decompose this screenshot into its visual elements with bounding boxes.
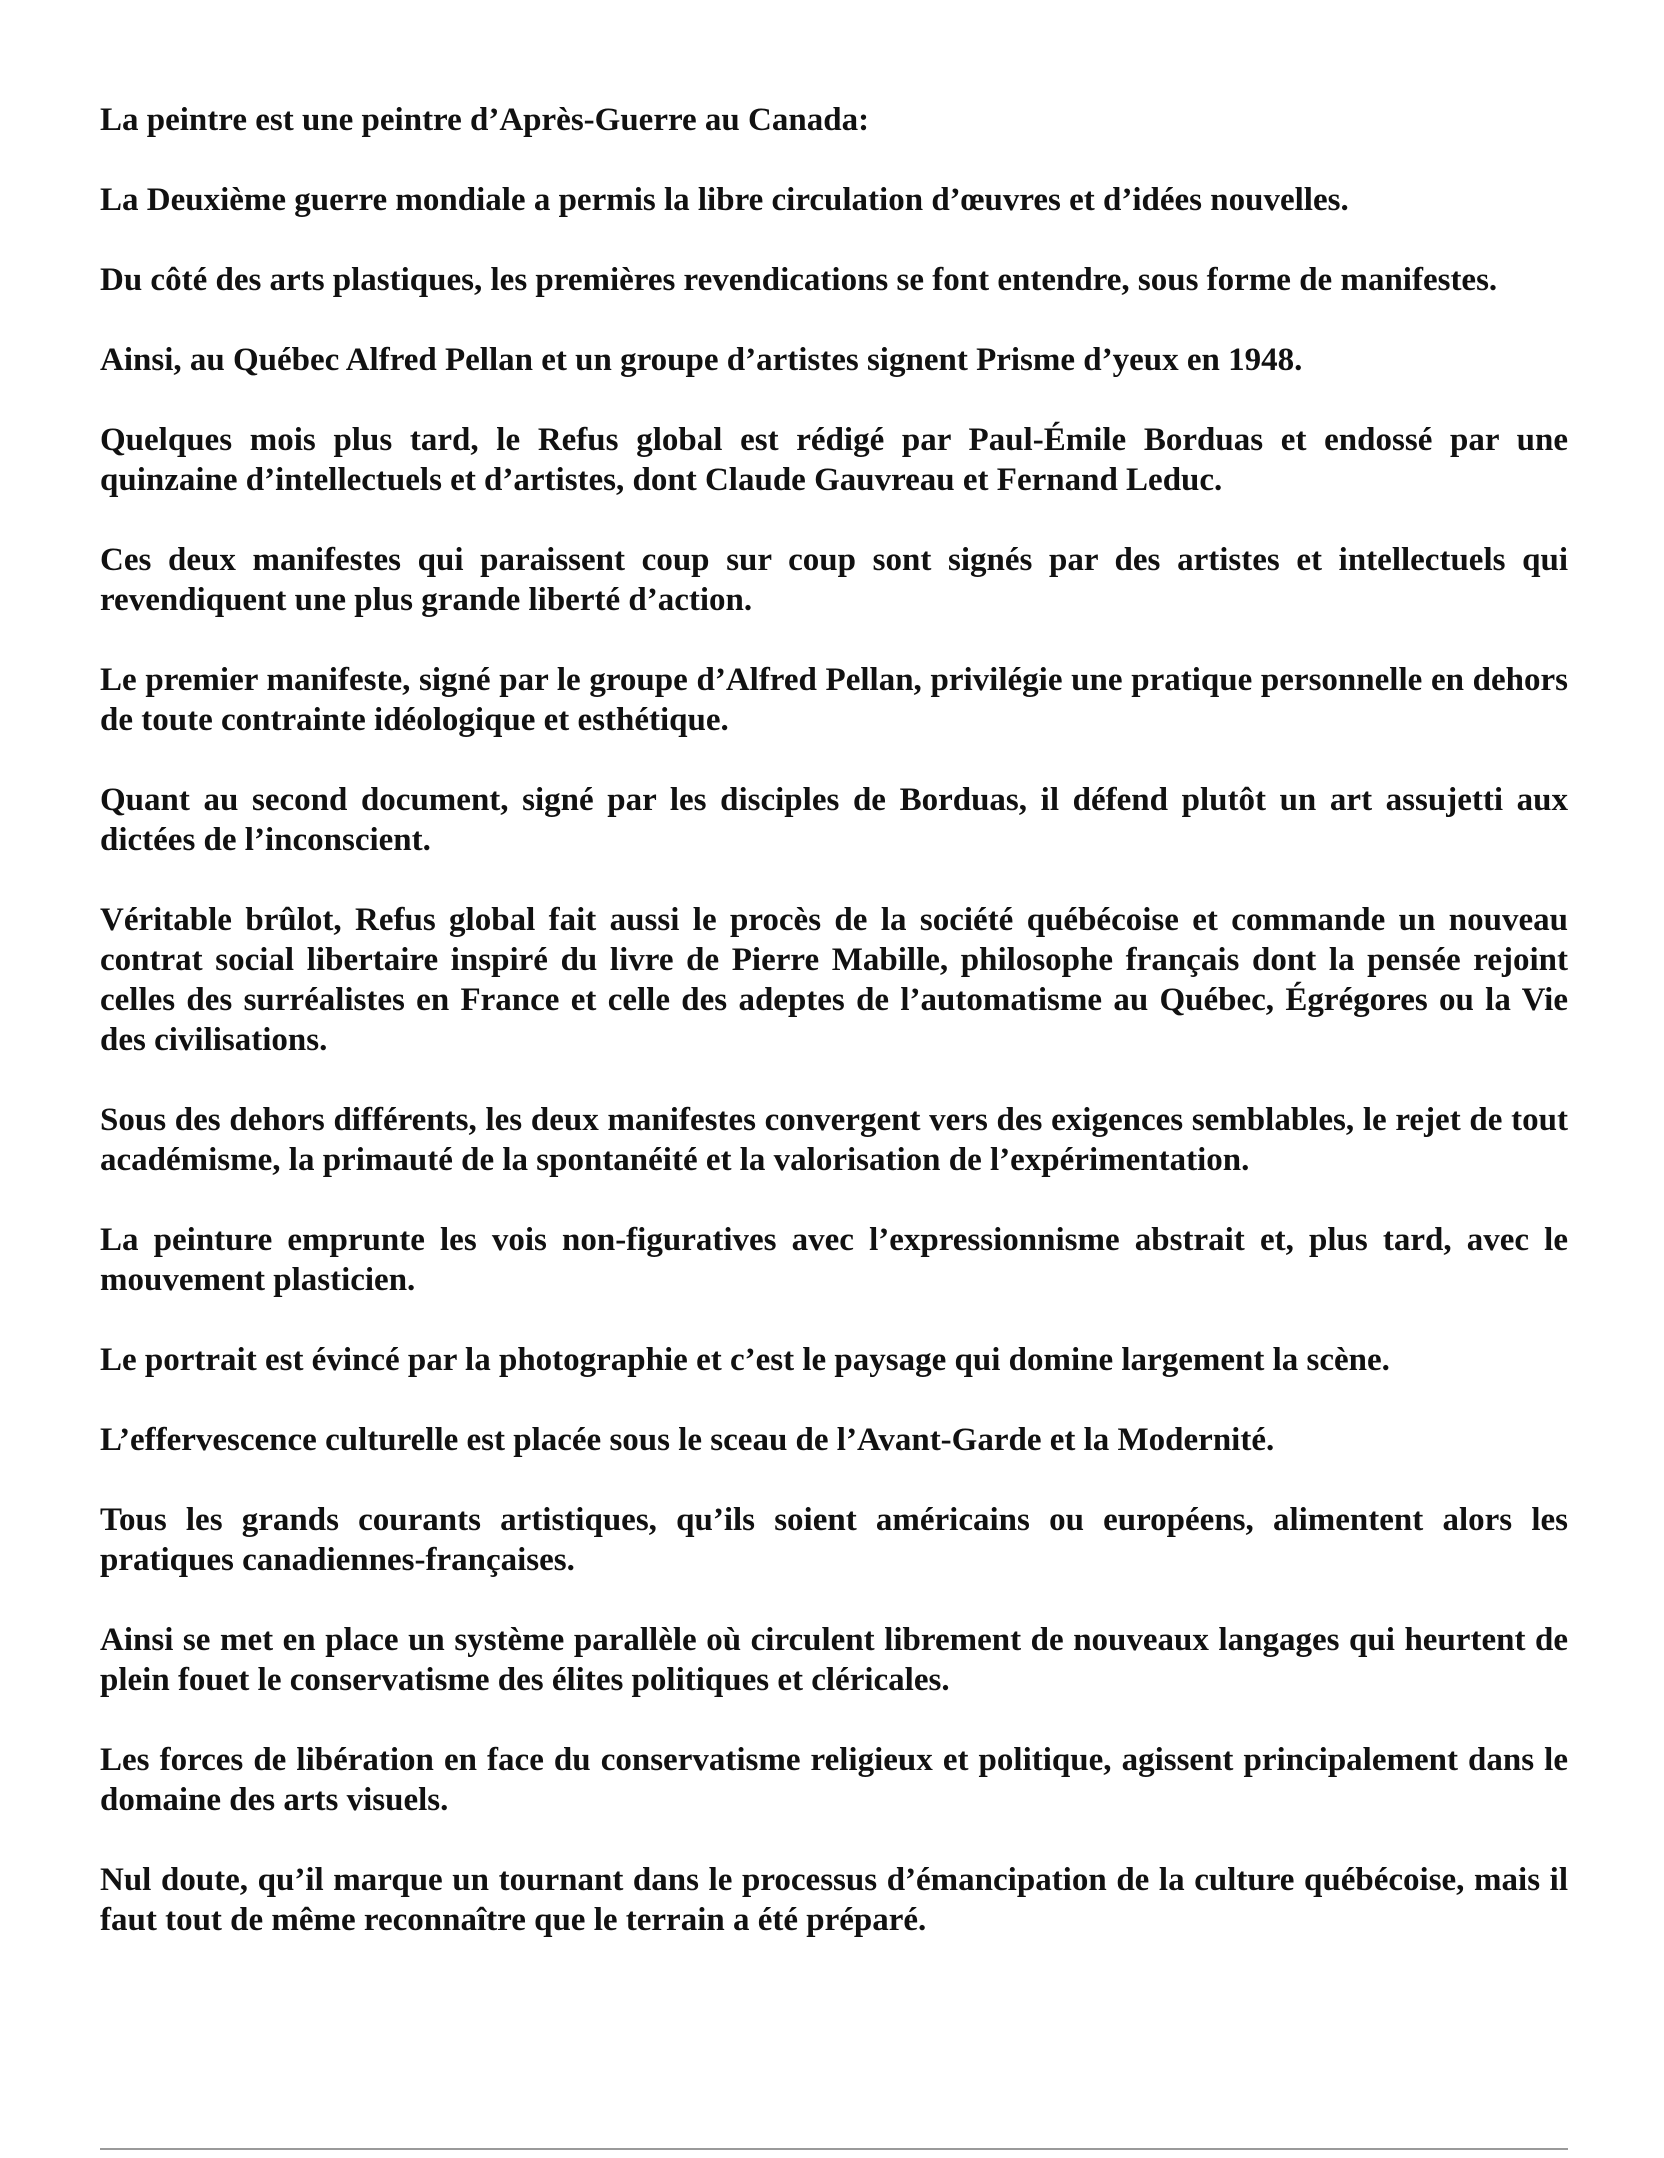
paragraph-14: Tous les grands courants artistiques, qu’ils soient américains ou européens, alimentent alors les pratiques canadiennes-françaises. — [100, 1502, 1568, 1578]
paragraph-2: La Deuxième guerre mondiale a permis la libre circulation d’œuvres et d’idées nouvelles. — [100, 182, 1349, 218]
paragraph-12: Le portrait est évincé par la photographie et c’est le paysage qui domine largement la scène. — [100, 1342, 1390, 1378]
paragraph-6: Ces deux manifestes qui paraissent coup sur coup sont signés par des artistes et intellectuels qui revendiquent une plus grande liberté d’action. — [100, 542, 1568, 618]
paragraph-9: Véritable brûlot, Refus global fait aussi le procès de la société québécoise et commande un nouveau contrat social libertaire inspiré du livre de Pierre Mabille, philosophe français dont la pensée rejoint celles des surréalistes en France et celle des adeptes de l’automatisme au Québec, Égrégores ou la Vie des civilisations. — [100, 902, 1568, 1058]
paragraph-8: Quant au second document, signé par les disciples de Borduas, il défend plutôt un art assujetti aux dictées de l’inconscient. — [100, 782, 1568, 858]
paragraph-13: L’effervescence culturelle est placée sous le sceau de l’Avant-Garde et la Modernité. — [100, 1422, 1275, 1458]
paragraph-4: Ainsi, au Québec Alfred Pellan et un groupe d’artistes signent Prisme d’yeux en 1948. — [100, 342, 1303, 378]
body-text — [100, 100, 1568, 1980]
paragraph-16: Les forces de libération en face du conservatisme religieux et politique, agissent principalement dans le domaine des arts visuels. — [100, 1742, 1568, 1818]
paragraph-5: Quelques mois plus tard, le Refus global est rédigé par Paul-Émile Borduas et endossé par une quinzaine d’intellectuels et d’artistes, dont Claude Gauvreau et Fernand Leduc. — [100, 422, 1568, 498]
paragraph-1: La peintre est une peintre d’Après-Guerre au Canada: — [100, 102, 870, 138]
paragraph-17: Nul doute, qu’il marque un tournant dans le processus d’émancipation de la culture québécoise, mais il faut tout de même reconnaître que le terrain a été préparé. — [100, 1862, 1568, 1938]
paragraph-11: La peinture emprunte les vois non-figuratives avec l’expressionnisme abstrait et, plus tard, avec le mouvement plasticien. — [100, 1222, 1568, 1298]
paragraph-15: Ainsi se met en place un système parallèle où circulent librement de nouveaux langages qui heurtent de plein fouet le conservatisme des élites politiques et cléricales. — [100, 1622, 1568, 1698]
paragraph-10: Sous des dehors différents, les deux manifestes convergent vers des exigences semblables, le rejet de tout académisme, la primauté de la spontanéité et la valorisation de l’expérimentation. — [100, 1102, 1568, 1178]
paragraph-7: Le premier manifeste, signé par le groupe d’Alfred Pellan, privilégie une pratique personnelle en dehors de toute contrainte idéologique et esthétique. — [100, 662, 1568, 738]
paragraph-3: Du côté des arts plastiques, les premières revendications se font entendre, sous forme de manifestes. — [100, 262, 1498, 298]
bottom-divider — [100, 2148, 1568, 2150]
